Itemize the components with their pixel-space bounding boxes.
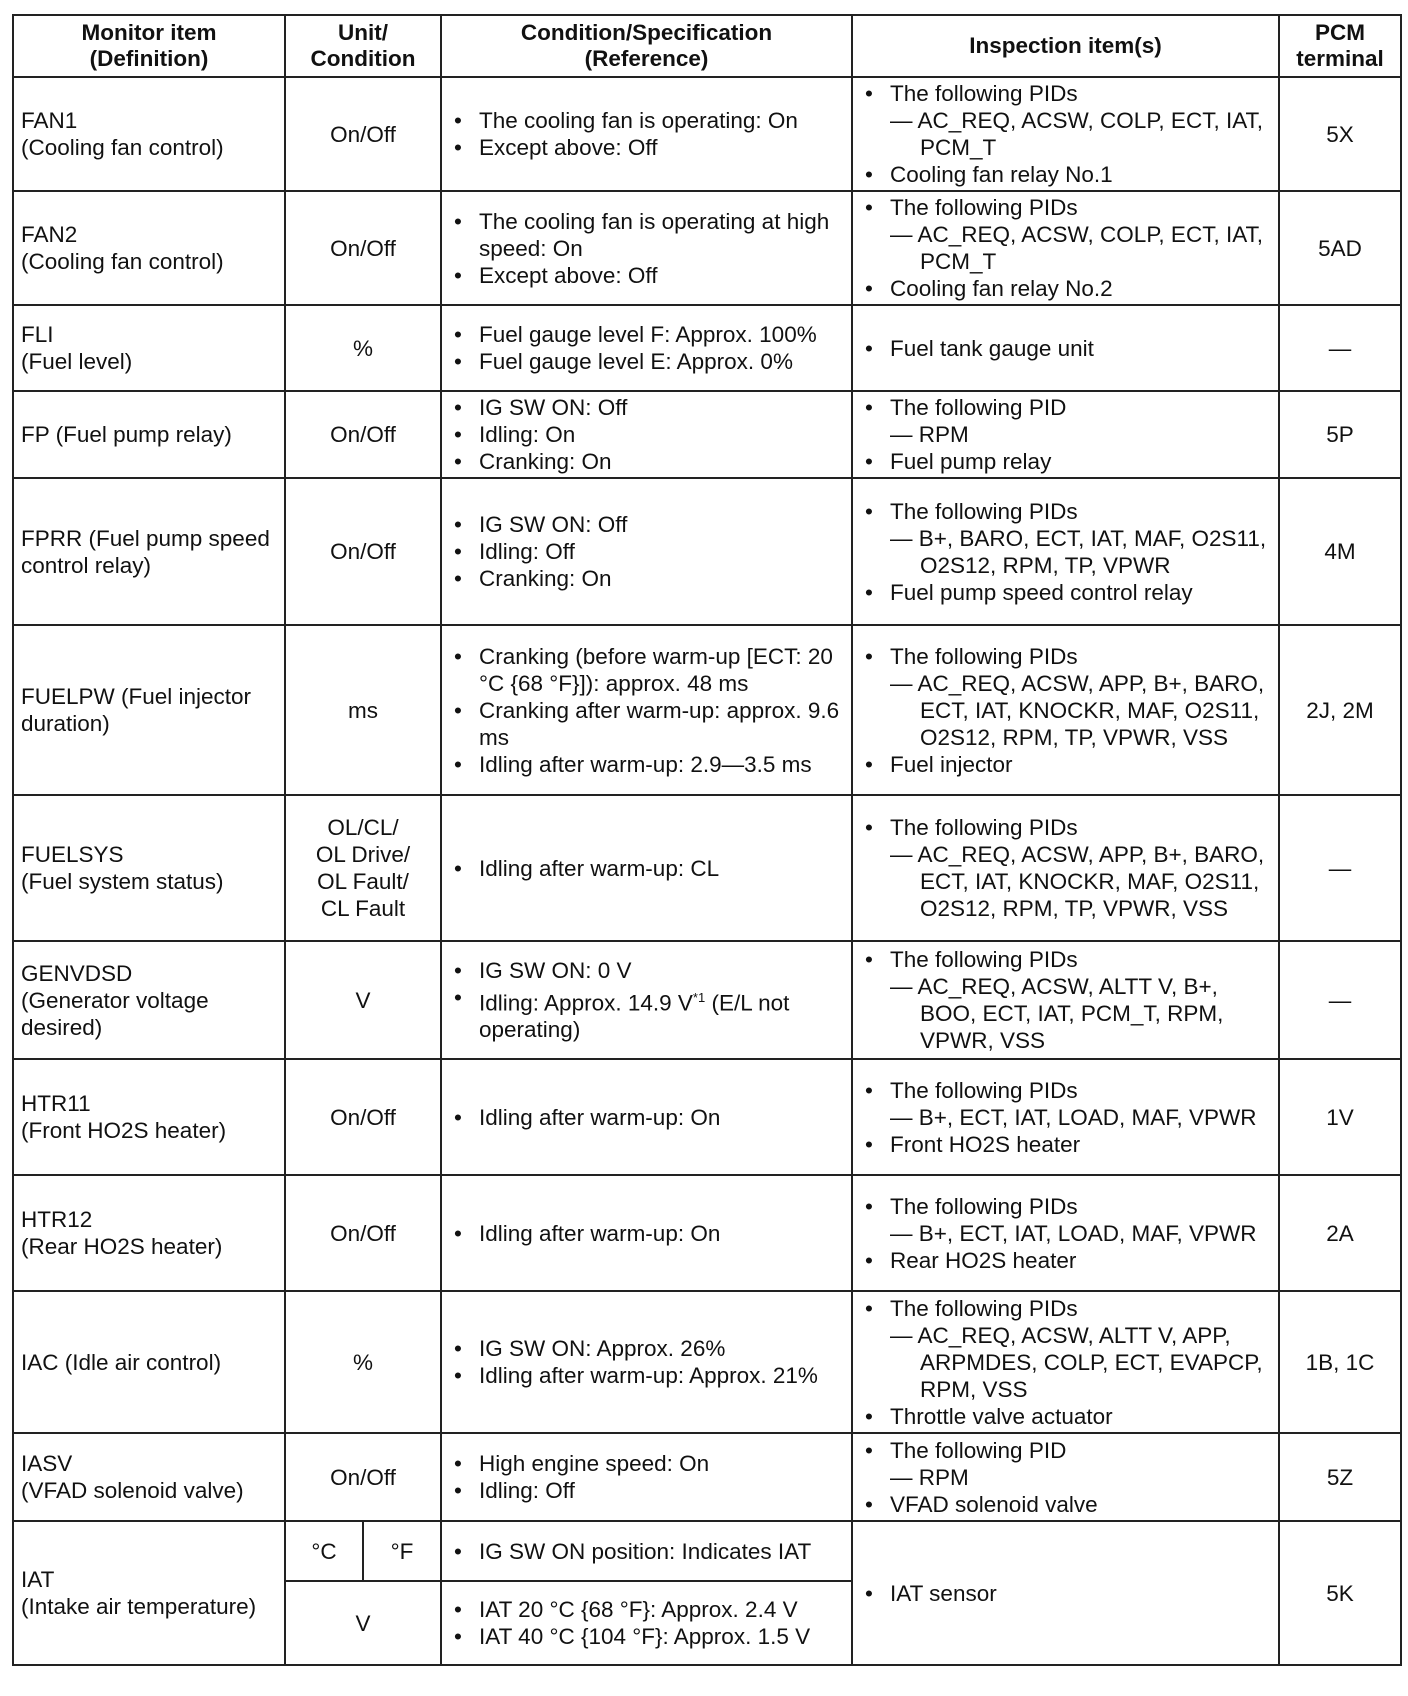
pcm-terminal-cell: 4M [1279,478,1401,625]
unit-cell: OL/CL/ OL Drive/ OL Fault/ CL Fault [285,795,441,941]
pcm-terminal-cell: — [1279,305,1401,391]
pcm-terminal-cell: 5P [1279,391,1401,478]
table-row [13,1059,1401,1175]
header-pcm-terminal: PCM terminal [1279,15,1401,77]
pcm-terminal-cell: — [1279,795,1401,941]
unit-cell: On/Off [285,391,441,478]
condition-cell: • IG SW ON: 0 V • Idling: Approx. 14.9 $V^{*1}$ (E/L not operating) [441,941,852,1059]
condition-cell: • IAT 20 °C {68 °F}: Approx. 2.4 V • IAT 40 °C {104 °F}: Approx. 1.5 V [441,1581,852,1665]
condition-cell: • Cranking (before warm-up [ECT: 20 °C {68 °F}]): approx. 48 ms • Cranking after warm-up: approx. 9.6 ms • Idling after warm-up: 2.9—3.5 ms [441,625,852,795]
inspection-cell: • The following PID — RPM • Fuel pump relay [852,391,1279,478]
inspection-cell: • The following PIDs — AC_REQ, ACSW, APP, B+, BARO, ECT, IAT, KNOCKR, MAF, O2S11, O2S12, RPM, TP, VPWR, VSS • Fuel injector [852,625,1279,795]
unit-fahrenheit-cell: °F [363,1521,441,1581]
inspection-cell: • The following PIDs — B+, ECT, IAT, LOAD, MAF, VPWR • Front HO2S heater [852,1059,1279,1175]
table-row [13,795,1401,941]
unit-cell: On/Off [285,77,441,191]
condition-cell: • High engine speed: On • Idling: Off [441,1433,852,1521]
inspection-cell: • The following PID — RPM • VFAD solenoid valve [852,1433,1279,1521]
condition-cell: • IG SW ON position: Indicates IAT [441,1521,852,1581]
condition-cell: • Idling after warm-up: On [441,1059,852,1175]
header-condition-specification: Condition/Specification (Reference) [441,15,852,77]
pcm-terminal-cell: — [1279,941,1401,1059]
header-inspection-items: Inspection item(s) [852,15,1279,77]
table-row [13,625,1401,795]
monitor-item-cell: FPRR (Fuel pump speed control relay) [13,478,285,625]
pcm-terminal-cell: 1B, 1C [1279,1291,1401,1433]
inspection-cell: • IAT sensor [852,1521,1279,1665]
inspection-cell: • The following PIDs — AC_REQ, ACSW, APP, B+, BARO, ECT, IAT, KNOCKR, MAF, O2S11, O2S12, RPM, TP, VPWR, VSS [852,795,1279,941]
table-row [13,1175,1401,1291]
condition-cell: • Idling after warm-up: On [441,1175,852,1291]
header-monitor-item: Monitor item (Definition) [13,15,285,77]
condition-cell: • The cooling fan is operating: On • Except above: Off [441,77,852,191]
condition-cell: • IG SW ON: Off • Idling: Off • Cranking: On [441,478,852,625]
inspection-cell: • The following PIDs — AC_REQ, ACSW, COLP, ECT, IAT, PCM_T • Cooling fan relay No.2 [852,191,1279,305]
table-row [13,478,1401,625]
monitor-item-cell: IASV (VFAD solenoid valve) [13,1433,285,1521]
condition-cell: • IG SW ON: Off • Idling: On • Cranking: On [441,391,852,478]
monitor-item-cell: HTR12 (Rear HO2S heater) [13,1175,285,1291]
unit-cell: On/Off [285,1433,441,1521]
monitor-item-cell: IAC (Idle air control) [13,1291,285,1433]
monitor-item-cell: GENVDSD (Generator voltage desired) [13,941,285,1059]
table-row [13,391,1401,478]
unit-cell: V [285,941,441,1059]
header-unit-condition: Unit/ Condition [285,15,441,77]
unit-celsius-cell: °C [285,1521,363,1581]
unit-cell: On/Off [285,1059,441,1175]
table-row [13,1521,1401,1581]
inspection-cell: • The following PIDs — B+, ECT, IAT, LOAD, MAF, VPWR • Rear HO2S heater [852,1175,1279,1291]
table-row [13,191,1401,305]
unit-cell: On/Off [285,1175,441,1291]
table-row [13,77,1401,191]
table-row [13,1433,1401,1521]
condition-cell: • Fuel gauge level F: Approx. 100% • Fuel gauge level E: Approx. 0% [441,305,852,391]
pcm-terminal-cell: 5AD [1279,191,1401,305]
monitor-item-cell: FLI (Fuel level) [13,305,285,391]
table-row [13,305,1401,391]
pid-monitor-table [12,14,1402,1666]
pcm-terminal-cell: 5Z [1279,1433,1401,1521]
pcm-terminal-cell: 2A [1279,1175,1401,1291]
inspection-cell: • The following PIDs — AC_REQ, ACSW, ALTT V, B+, BOO, ECT, IAT, PCM_T, RPM, VPWR, VSS [852,941,1279,1059]
pcm-terminal-cell: 5K [1279,1521,1401,1665]
unit-cell: On/Off [285,478,441,625]
monitor-item-cell: FUELPW (Fuel injector duration) [13,625,285,795]
monitor-item-cell: HTR11 (Front HO2S heater) [13,1059,285,1175]
inspection-cell: • The following PIDs — AC_REQ, ACSW, COLP, ECT, IAT, PCM_T • Cooling fan relay No.1 [852,77,1279,191]
header-row [13,15,1401,77]
table-row [13,941,1401,1059]
monitor-item-cell: FAN2 (Cooling fan control) [13,191,285,305]
pcm-terminal-cell: 1V [1279,1059,1401,1175]
condition-cell: • Idling after warm-up: CL [441,795,852,941]
pcm-terminal-cell: 2J, 2M [1279,625,1401,795]
monitor-item-cell: FUELSYS (Fuel system status) [13,795,285,941]
monitor-item-cell: FP (Fuel pump relay) [13,391,285,478]
inspection-cell: • The following PIDs — B+, BARO, ECT, IAT, MAF, O2S11, O2S12, RPM, TP, VPWR • Fuel pump speed control relay [852,478,1279,625]
unit-cell: % [285,305,441,391]
inspection-cell: • The following PIDs — AC_REQ, ACSW, ALTT V, APP, ARPMDES, COLP, ECT, EVAPCP, RPM, VSS • Throttle valve actuator [852,1291,1279,1433]
unit-voltage-cell: V [285,1581,441,1665]
inspection-cell: • Fuel tank gauge unit [852,305,1279,391]
condition-cell: • IG SW ON: Approx. 26% • Idling after warm-up: Approx. 21% [441,1291,852,1433]
table-row [13,1291,1401,1433]
unit-cell: On/Off [285,191,441,305]
monitor-item-cell: FAN1 (Cooling fan control) [13,77,285,191]
unit-cell: % [285,1291,441,1433]
monitor-item-cell: IAT (Intake air temperature) [13,1521,285,1665]
condition-cell: • The cooling fan is operating at high speed: On • Except above: Off [441,191,852,305]
pcm-terminal-cell: 5X [1279,77,1401,191]
unit-cell: ms [285,625,441,795]
